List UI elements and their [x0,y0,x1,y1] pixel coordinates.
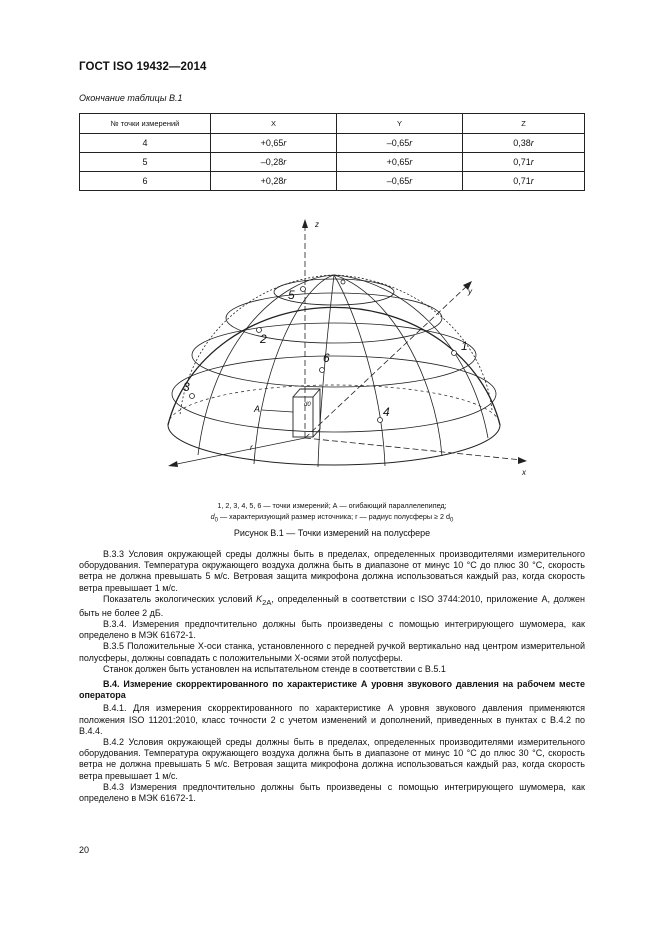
meridian [198,275,334,455]
point-4-marker [378,418,383,423]
k-symbol: K [256,593,263,604]
x-arrow-icon [518,457,527,464]
meridian [334,275,442,456]
table-header-row [80,114,585,134]
paragraph-text: , определенный в соответствии с ISO 3744:2010, приложение А, должен быть не более 2 дБ. [79,593,585,618]
y-axis-label: y [468,287,472,296]
radius-symbol: r [283,138,287,148]
table-caption: Окончание таблицы В.1 [79,93,183,103]
point-1-label: 1 [461,339,468,353]
legend-d-symbol: d [210,512,215,521]
figure-caption: Рисунок В.1 — Точки измерений на полусфере [233,528,431,538]
radius-symbol: r [283,157,287,167]
top-point-marker [341,280,345,284]
box-edge [313,389,320,397]
label-A-leader [262,410,293,412]
hemisphere-diagram [150,210,530,500]
point-4-label: 4 [383,405,390,419]
radius-symbol: r [530,176,534,186]
figure-legend [79,500,585,526]
legend-text: — характеризующий размер источника; r — радиус полусферы ≥ 2 d [217,512,450,521]
legend-line [79,511,585,526]
paragraph: В.4.3 Измерения предпочтительно должны быть произведены с помощью интегрирующего шумомера, как определено в МЭК 61672-1. [79,781,585,804]
paragraph: В.4.2 Условия окружающей среды должны быть в пределах, определенных производителями измерительного оборудования. Температура окружающего воздуха должна быть в диапазоне от минус 10 °С до плюс 30 °С, скорость ветра не должна превышать 5 м/с. Ветровая защита микрофона должна использоваться каждый раз, когда скорость ветра превышает 1 м/с. [79,737,585,781]
z-axis-label: z [315,220,319,229]
radius-line [172,438,305,465]
radius-symbol: r [409,157,413,167]
base-front [168,425,500,465]
legend-subscript: 0 [450,517,454,524]
column-header: X [211,114,337,134]
radius-symbol: r [283,176,287,186]
point-3-marker [190,394,195,399]
table-cell: +0,65r [337,153,463,172]
column-header: № точки измерений [80,114,211,134]
x-axis-label: x [522,468,526,477]
label-A: A [254,404,261,414]
table-cell: +0,65r [211,134,337,153]
radius-symbol: r [409,176,413,186]
table-cell: 0,71r [463,153,585,172]
paragraph-text: Показатель экологических условий [103,593,257,604]
radius-symbol: r [530,138,534,148]
column-header: Y [337,114,463,134]
measurement-points-table [79,113,585,191]
table-cell: –0,65r [337,134,463,153]
page-number: 20 [79,845,90,855]
meridian-rear [180,275,334,415]
radius-label: r [250,443,253,452]
document-body [79,549,585,804]
paragraph: В.3.4. Измерения предпочтительно должны быть произведены с помощью интегрирующего шумомера, как определено в МЭК 61672-1. [79,619,585,641]
latitude-ring [172,356,496,432]
table-cell: 6 [80,172,211,191]
hemisphere-wireframe [168,275,500,467]
document-header: ГОСТ ISO 19432—2014 [79,61,207,73]
column-header: Z [463,114,585,134]
table-cell: –0,28r [211,153,337,172]
latitude-ring [226,293,442,343]
table-cell: +0,28r [211,172,337,191]
point-2-label: 2 [260,332,267,346]
paragraph: В.3.5 Положительные X-оси станка, установленного с передней ручкой вертикально над центром измерительной полусферы, должны совпадать с положительными X-осями этой полусферы. [79,641,585,663]
box-top-side [293,389,320,437]
point-1-marker [452,351,457,356]
base-rear [168,385,500,425]
latitude-ring [192,323,476,387]
point-6-marker [320,368,325,373]
point-3-label: 3 [183,380,190,394]
legend-line: 1, 2, 3, 4, 5, 6 — точки измерений; А — огибающий параллелепипед; [217,501,447,510]
paragraph: Станок должен быть установлен на испытательном стенде в соответствии с В.5.1 [103,663,446,674]
table-cell: 0,38r [463,134,585,153]
envelope-box [293,389,320,437]
point-5-marker [301,287,306,292]
k-subscript: 2A [262,597,272,607]
label-d0: d0 [304,402,311,408]
point-5-label: 5 [288,288,295,302]
table-row [80,134,585,153]
table-row [80,153,585,172]
x-axis [305,438,522,460]
table-cell: 0,71r [463,172,585,191]
paragraph [79,594,585,619]
radius-symbol: r [409,138,413,148]
radius-symbol: r [530,157,534,167]
r-arrow-icon [168,461,178,467]
table-cell: –0,65r [337,172,463,191]
z-arrow-icon [302,219,308,228]
table-row [80,172,585,191]
table-cell: 4 [80,134,211,153]
point-6-label: 6 [323,351,330,365]
paragraph: В.4.1. Для измерения скорректированного по характеристике А уровня звукового давления применяются положения ISO 11201:2010, класс точности 2 с учетом изменений и дополнений, приведенных в пунктах с В.4.2 по В.4.4. [79,703,585,736]
section-heading: В.4. Измерение скорректированного по характеристике А уровня звукового давления на рабочем месте оператора [79,679,585,701]
table-cell: 5 [80,153,211,172]
paragraph: В.3.3 Условия окружающей среды должны быть в пределах, определенных производителями измерительного оборудования. Температура окружающего воздуха должна быть в диапазоне от минус 10 °С до плюс 30 °С, скорость ветра не должна превышать 5 м/с. Ветровая защита микрофона должна использоваться каждый раз, когда скорость ветра превышает 1 м/с. [79,549,585,593]
legend-subscript: 0 [214,517,218,524]
